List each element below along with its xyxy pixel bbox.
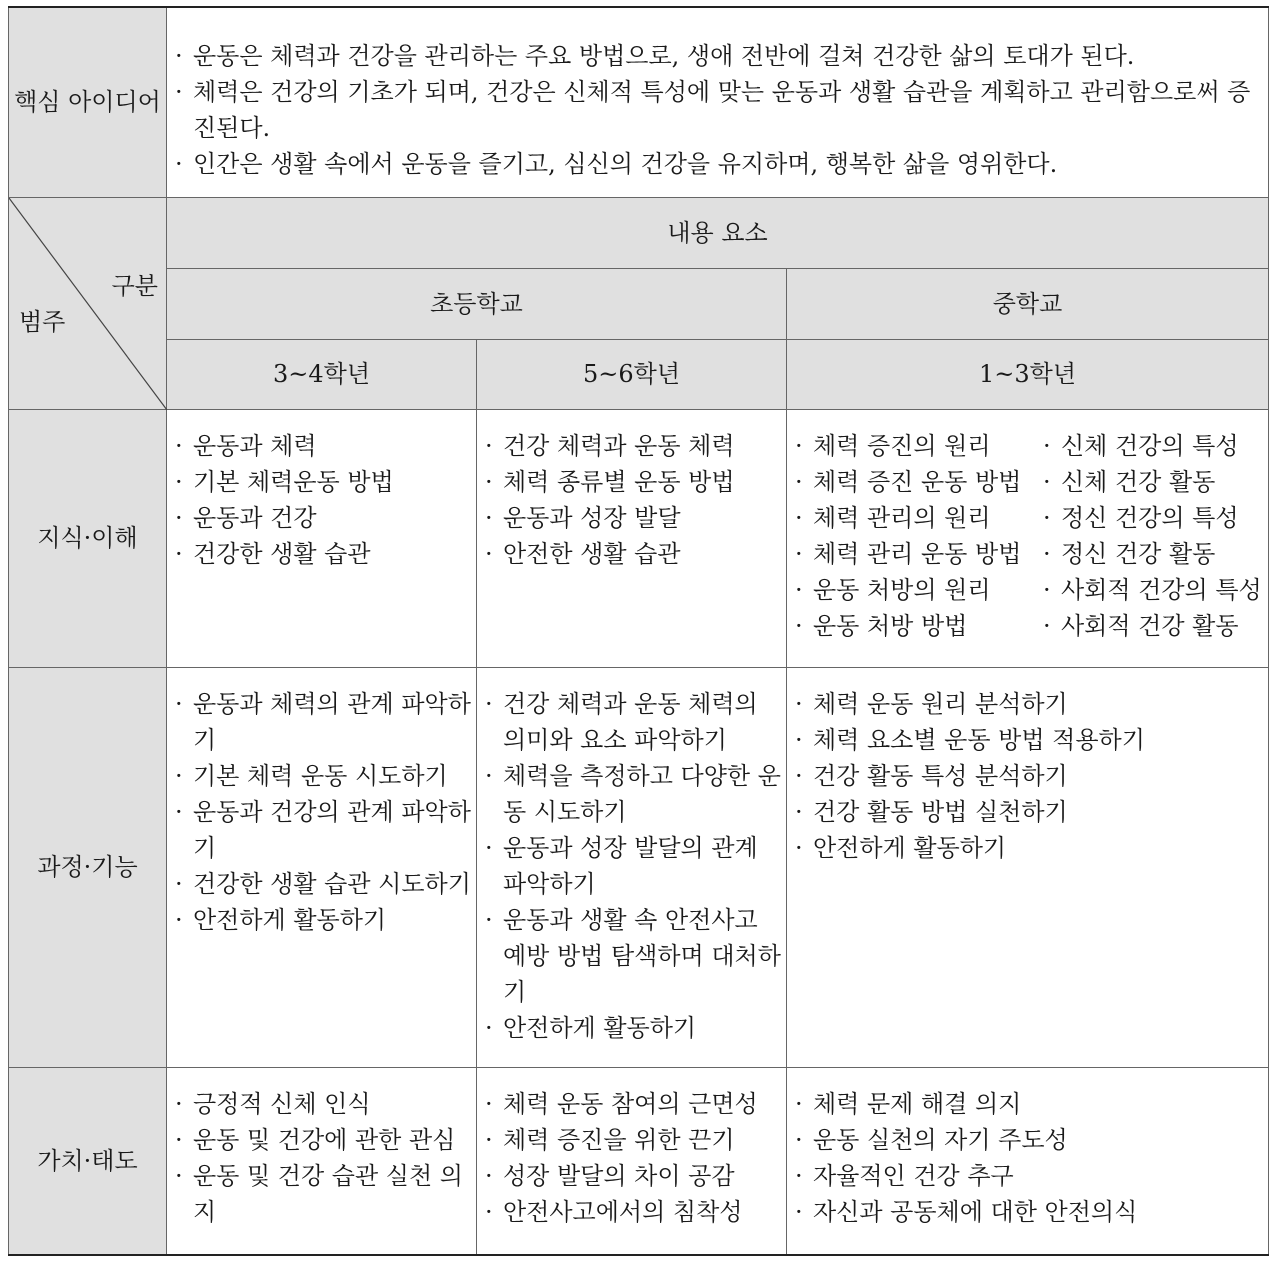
values-grade-3-4	[167, 1067, 477, 1255]
diagonal-header-cell	[9, 197, 167, 409]
list-item: · 체력 문제 해결 의지	[795, 1086, 1264, 1122]
values-grade-5-6	[477, 1067, 787, 1255]
list-item: · 건강한 생활 습관 시도하기	[175, 866, 472, 902]
process-grade-5-6	[477, 667, 787, 1067]
list-item: · 자신과 공동체에 대한 안전의식	[795, 1194, 1264, 1230]
list-item: · 안전하게 활동하기	[175, 902, 472, 938]
grade-5-6-header: 5~6학년	[477, 339, 787, 409]
list-item: · 안전사고에서의 침착성	[485, 1194, 782, 1230]
grade-3-4-header: 3~4학년	[167, 339, 477, 409]
list-item: · 사회적 건강 활동	[1043, 608, 1273, 644]
list-item: · 신체 건강 활동	[1043, 464, 1273, 500]
list-item: · 운동과 성장 발달	[485, 500, 782, 536]
list-item: · 체력 관리 운동 방법	[795, 536, 1035, 572]
list-item: · 체력 운동 원리 분석하기	[795, 686, 1264, 722]
knowledge-grade-5-6	[477, 409, 787, 667]
list-item: · 체력 요소별 운동 방법 적용하기	[795, 722, 1264, 758]
process-grade-1-3	[787, 667, 1269, 1067]
list-item: · 운동과 생활 속 안전사고 예방 방법 탐색하며 대처하기	[485, 902, 782, 1010]
list-item: · 안전하게 활동하기	[795, 830, 1264, 866]
list-item: · 체력 증진 운동 방법	[795, 464, 1035, 500]
list-item: · 체력 운동 참여의 근면성	[485, 1086, 782, 1122]
list-item: · 운동과 건강의 관계 파악하기	[175, 794, 472, 866]
row-label-knowledge: 지식·이해	[9, 409, 167, 667]
list-item: · 사회적 건강의 특성	[1043, 572, 1273, 608]
list-item: · 운동 및 건강 습관 실천 의지	[175, 1158, 472, 1230]
curriculum-table	[8, 6, 1269, 1256]
division-label: 구분	[111, 271, 158, 300]
list-item: · 건강 활동 특성 분석하기	[795, 758, 1264, 794]
grade-1-3-header: 1~3학년	[787, 339, 1269, 409]
list-item: · 운동 실천의 자기 주도성	[795, 1122, 1264, 1158]
category-label: 범주	[19, 307, 66, 336]
knowledge-grade-3-4	[167, 409, 477, 667]
list-item: · 운동 및 건강에 관한 관심	[175, 1122, 472, 1158]
list-item: · 운동과 체력	[175, 428, 472, 464]
list-item: · 건강 활동 방법 실천하기	[795, 794, 1264, 830]
values-grade-1-3	[787, 1067, 1269, 1255]
elementary-header: 초등학교	[167, 268, 787, 339]
list-item: · 운동 처방의 원리	[795, 572, 1035, 608]
list-item: · 체력 관리의 원리	[795, 500, 1035, 536]
row-label-values: 가치·태도	[9, 1067, 167, 1255]
list-item: · 정신 건강의 특성	[1043, 500, 1273, 536]
list-item: · 기본 체력 운동 시도하기	[175, 758, 472, 794]
list-item: · 정신 건강 활동	[1043, 536, 1273, 572]
list-item: · 운동과 건강	[175, 500, 472, 536]
core-idea-item: · 운동은 체력과 건강을 관리하는 주요 방법으로, 생애 전반에 걸쳐 건강한 삶의 토대가 된다.	[175, 38, 1264, 74]
list-item: · 긍정적 신체 인식	[175, 1086, 472, 1122]
list-item: · 신체 건강의 특성	[1043, 428, 1273, 464]
list-item: · 기본 체력운동 방법	[175, 464, 472, 500]
middle-school-header: 중학교	[787, 268, 1269, 339]
list-item: · 성장 발달의 차이 공감	[485, 1158, 782, 1194]
list-item: · 운동 처방 방법	[795, 608, 1035, 644]
list-item: · 체력 종류별 운동 방법	[485, 464, 782, 500]
core-idea-cell	[167, 7, 1269, 197]
core-idea-list	[175, 38, 1264, 182]
process-grade-3-4	[167, 667, 477, 1067]
list-item: · 안전한 생활 습관	[485, 536, 782, 572]
core-idea-item: · 인간은 생활 속에서 운동을 즐기고, 심신의 건강을 유지하며, 행복한 삶을 영위한다.	[175, 146, 1264, 182]
list-item: · 건강한 생활 습관	[175, 536, 472, 572]
list-item: · 체력 증진을 위한 끈기	[485, 1122, 782, 1158]
list-item: · 안전하게 활동하기	[485, 1010, 782, 1046]
row-label-process: 과정·기능	[9, 667, 167, 1067]
list-item: · 체력 증진의 원리	[795, 428, 1035, 464]
list-item: · 운동과 성장 발달의 관계 파악하기	[485, 830, 782, 902]
curriculum-table-document	[8, 6, 1268, 1254]
core-idea-label: 핵심 아이디어	[9, 7, 167, 197]
content-elements-header: 내용 요소	[167, 197, 1269, 268]
list-item: · 자율적인 건강 추구	[795, 1158, 1264, 1194]
list-item: · 운동과 체력의 관계 파악하기	[175, 686, 472, 758]
list-item: · 건강 체력과 운동 체력	[485, 428, 782, 464]
list-item: · 체력을 측정하고 다양한 운동 시도하기	[485, 758, 782, 830]
knowledge-grade-1-3	[787, 409, 1269, 667]
list-item: · 건강 체력과 운동 체력의 의미와 요소 파악하기	[485, 686, 782, 758]
core-idea-item: · 체력은 건강의 기초가 되며, 건강은 신체적 특성에 맞는 운동과 생활 습관을 계획하고 관리함으로써 증진된다.	[175, 74, 1264, 146]
